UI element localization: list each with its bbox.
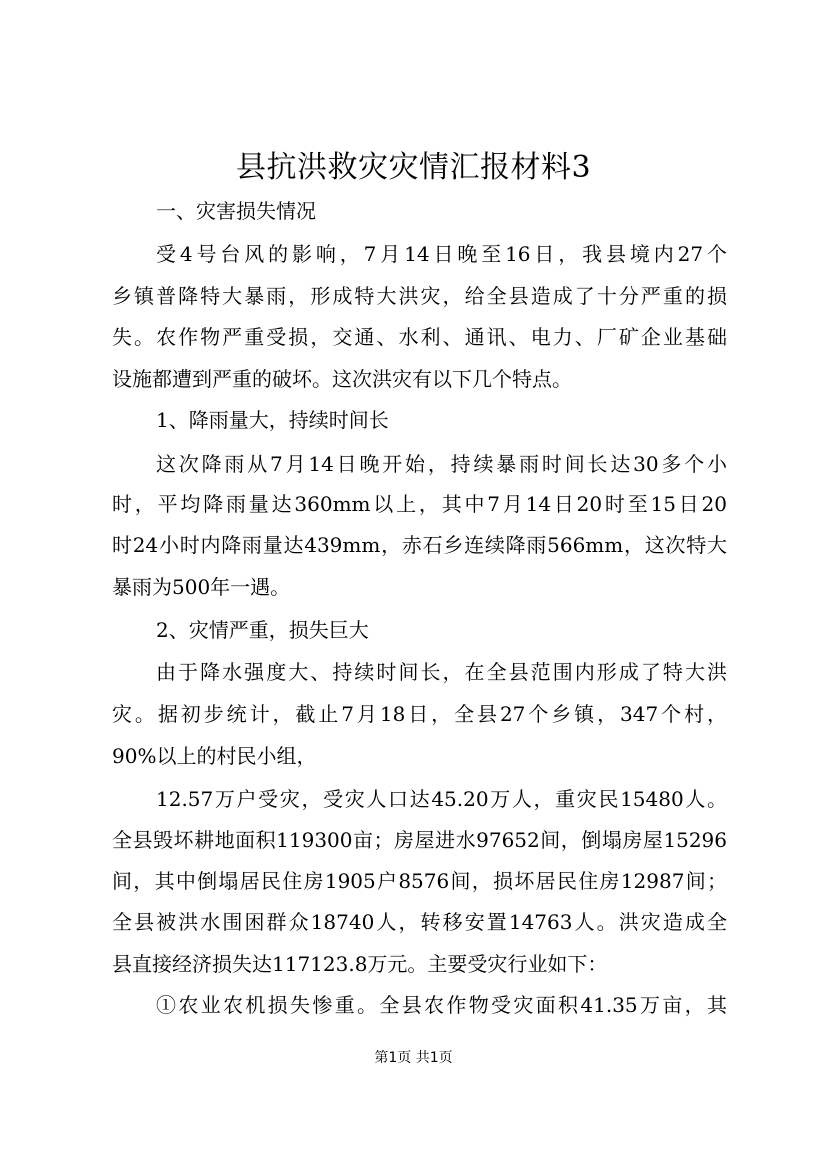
section-heading: 一、灾害损失情况: [156, 199, 316, 223]
page-number-footer: 第1页 共1页: [374, 1050, 453, 1066]
paragraph-line: 灾。据初步统计，截止7月18日，全县27个乡镇，347个村，: [112, 702, 727, 726]
paragraph-line: 全县毁坏耕地面积119300亩；房屋进水97652间，倒塌房屋15296: [112, 828, 727, 852]
paragraph-line: 失。农作物严重受损，交通、水利、通讯、电力、厂矿企业基础: [112, 325, 727, 349]
paragraph-line: 12.57万户受灾，受灾人口达45.20万人，重灾民15480人。: [156, 787, 727, 811]
subsection-heading: 2、灾情严重，损失巨大: [156, 618, 369, 642]
paragraph-line: 设施都遭到严重的破坏。这次洪灾有以下几个特点。: [112, 367, 572, 391]
paragraph-line: 时，平均降雨量达360mm以上，其中7月14日20时至15日20: [112, 492, 727, 516]
paragraph-line: 这次降雨从7月14日晚开始，持续暴雨时间长达30多个小: [156, 452, 727, 476]
subsection-heading: 1、降雨量大，持续时间长: [156, 408, 389, 432]
paragraph-line: 间，其中倒塌居民住房1905户8576间，损坏居民住房12987间；: [112, 869, 727, 893]
paragraph-line: 时24小时内降雨量达439mm，赤石乡连续降雨566mm，这次特大: [112, 533, 727, 557]
paragraph-line: 90%以上的村民小组，: [112, 744, 317, 768]
document-title: 县抗洪救灾灾情汇报材料3: [235, 150, 592, 185]
paragraph-line: ①农业农机损失惨重。全县农作物受灾面积41.35万亩，其: [156, 993, 727, 1017]
paragraph-line: 受4号台风的影响，7月14日晚至16日，我县境内27个: [156, 242, 727, 266]
paragraph-line: 乡镇普降特大暴雨，形成特大洪灾，给全县造成了十分严重的损: [112, 284, 727, 308]
paragraph-line: 县直接经济损失达117123.8万元。主要受灾行业如下：: [112, 952, 608, 976]
paragraph-line: 全县被洪水围困群众18740人，转移安置14763人。洪灾造成全: [112, 910, 727, 934]
paragraph-line: 暴雨为500年一遇。: [112, 575, 291, 599]
paragraph-line: 由于降水强度大、持续时间长，在全县范围内形成了特大洪: [156, 660, 727, 684]
